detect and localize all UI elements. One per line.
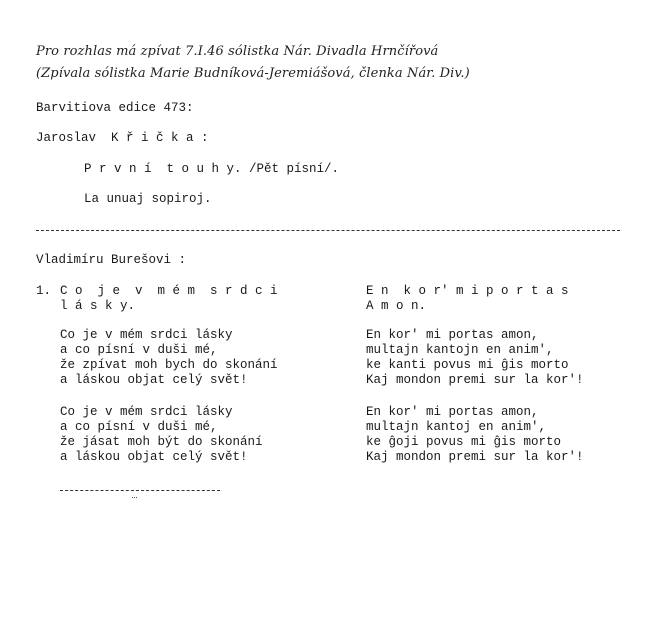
edition-label: Barvitiova edice 473: — [36, 101, 194, 115]
handwritten-note-line-1: Pro rozhlas má zpívat 7.I.46 sólistka Nár. Divadla Hrnčířová — [36, 44, 439, 59]
end-separator-line — [60, 490, 220, 491]
verse-line: En kor' mi portas amon, — [366, 405, 539, 419]
stanza-2-esperanto — [366, 405, 584, 465]
verse-line: že zpívat moh bych do skonání — [60, 358, 278, 372]
verse-line: Kaj mondon premi sur la kor'! — [366, 373, 584, 387]
composer-name: Jaroslav K ř i č k a : — [36, 131, 209, 145]
verse-line: a co písní v duši mé, — [60, 343, 218, 357]
stanza-1-czech — [60, 328, 278, 388]
dedication: Vladimíru Burešovi : — [36, 253, 187, 267]
verse-line: ke kanti povus mi ĝis morto — [366, 358, 569, 372]
verse-line: Co je v mém srdci lásky — [60, 405, 233, 419]
verse-line: že jásat moh být do skonání — [60, 435, 263, 449]
verse-line: Co je v mém srdci lásky — [60, 328, 233, 342]
verse-line: multajn kantojn en anim', — [366, 343, 554, 357]
separator-line — [36, 230, 620, 231]
handwritten-note-line-2: (Zpívala sólistka Marie Budníková-Jeremiášová, členka Nár. Div.) — [36, 66, 470, 81]
work-title: P r v n í t o u h y. /Pět písní/. — [84, 162, 340, 176]
verse-line: multajn kantoj en anim', — [366, 420, 547, 434]
verse-line: En kor' mi portas amon, — [366, 328, 539, 342]
song-title-cz-line-2: l á s k y. — [60, 299, 136, 313]
song-title-cz-line-1: C o j e v m é m s r d c i — [60, 284, 278, 298]
stanza-1-esperanto — [366, 328, 584, 388]
verse-line: Kaj mondon premi sur la kor'! — [366, 450, 584, 464]
verse-line: a láskou objat celý svět! — [60, 373, 248, 387]
esperanto-title: La unuaj sopiroj. — [84, 192, 212, 206]
stray-mark — [132, 497, 137, 499]
song-title-eo-line-1: E n k o r' m i p o r t a s — [366, 284, 569, 298]
song-number: 1. — [36, 284, 52, 298]
song-title-eo-line-2: A m o n. — [366, 299, 427, 313]
verse-line: a láskou objat celý svět! — [60, 450, 248, 464]
verse-line: a co písní v duši mé, — [60, 420, 218, 434]
stanza-2-czech — [60, 405, 263, 465]
verse-line: ke ĝoji povus mi ĝis morto — [366, 435, 562, 449]
